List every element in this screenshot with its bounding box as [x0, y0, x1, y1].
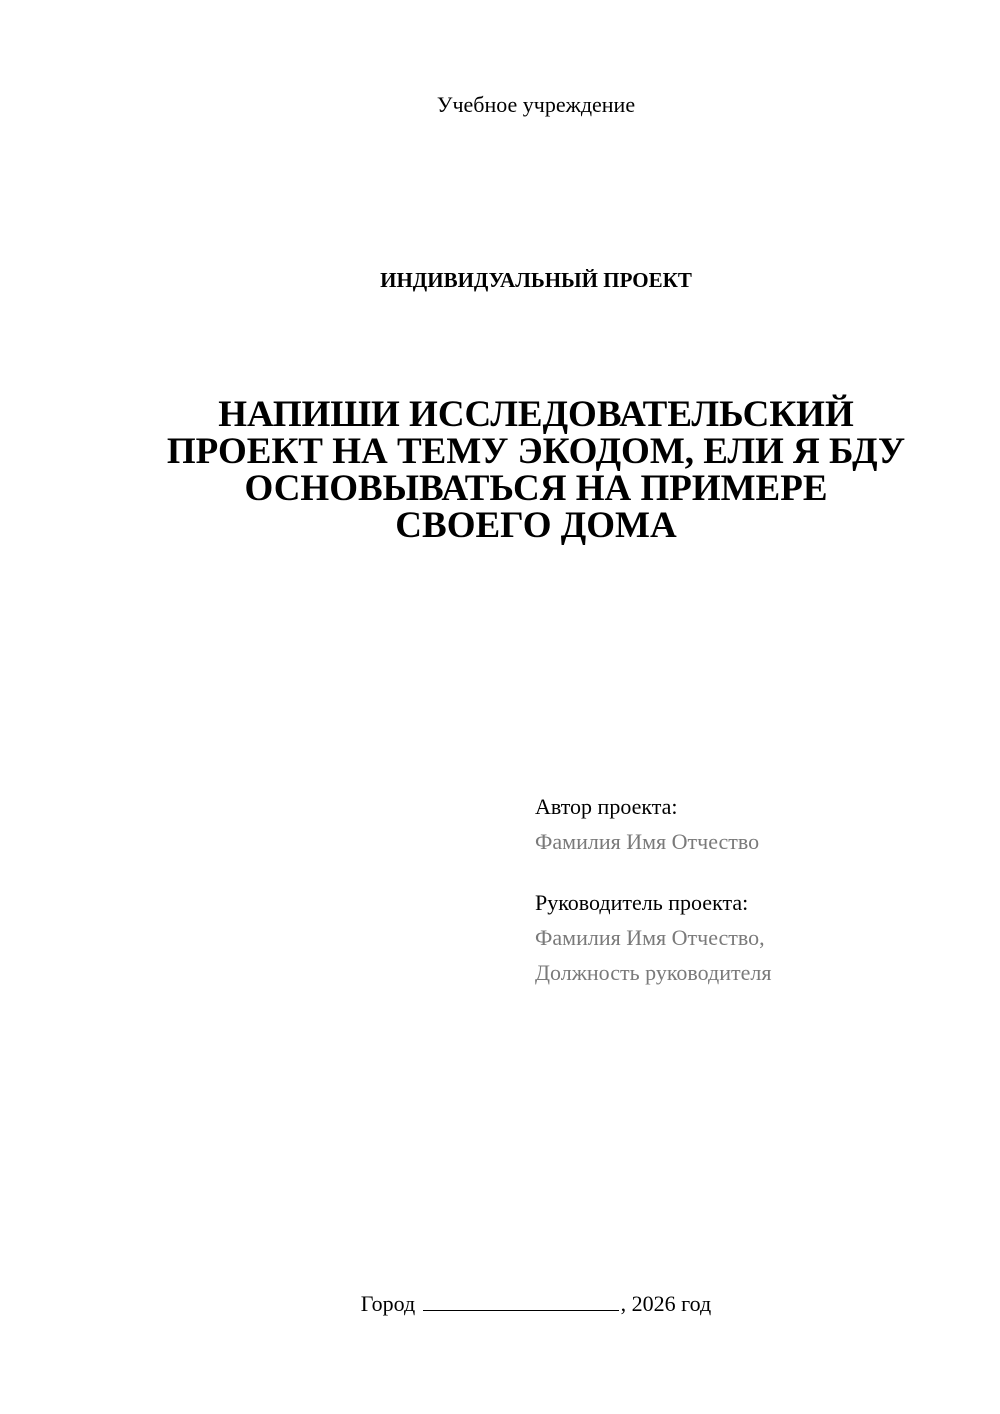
city-year-line — [0, 1290, 1000, 1317]
title-line-1: НАПИШИ ИССЛЕДОВАТЕЛЬСКИЙ — [218, 394, 854, 435]
supervisor-position: Должность руководителя — [535, 960, 772, 985]
city-blank-line — [423, 1290, 619, 1311]
institution-name: Учебное учреждение — [436, 92, 636, 117]
author-name: Фамилия Имя Отчество — [535, 829, 760, 854]
project-credits — [535, 789, 771, 990]
supervisor-name: Фамилия Имя Отчество, — [535, 925, 765, 950]
author-label: Автор проекта: — [535, 794, 678, 819]
city-label: Город — [360, 1291, 416, 1316]
year-text: , 2026 год — [620, 1291, 712, 1316]
spacer — [535, 859, 771, 885]
project-title — [120, 396, 952, 544]
project-type-heading: ИНДИВИДУАЛЬНЫЙ ПРОЕКТ — [380, 268, 692, 292]
title-line-2: ПРОЕКТ НА ТЕМУ ЭКОДОМ, ЕЛИ Я БДУ — [166, 431, 906, 472]
title-line-3: ОСНОВЫВАТЬСЯ НА ПРИМЕРЕ — [244, 468, 828, 509]
supervisor-label: Руководитель проекта: — [535, 890, 749, 915]
title-line-4: СВОЕГО ДОМА — [395, 505, 677, 546]
